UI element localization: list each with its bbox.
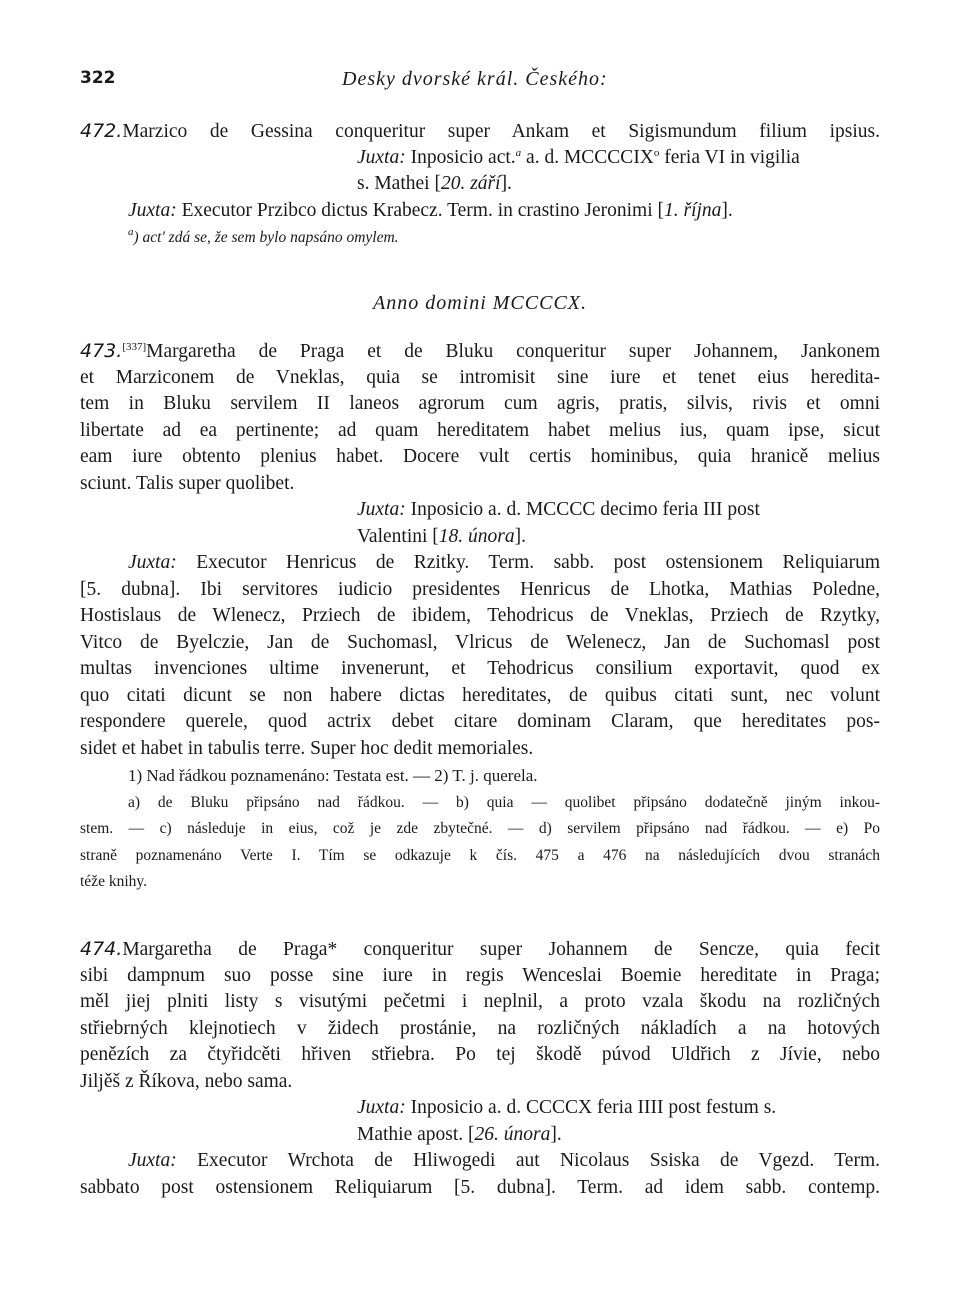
juxta-text: Valentini [	[357, 525, 439, 547]
entry-text-line: multas invenciones ultime invenerunt, et Tehodricus consilium exportavit, quod ex	[80, 658, 880, 679]
page-header	[80, 68, 880, 98]
entry-text-line: tem in Bluku servilem II laneos agrorum cum agris, pratis, silvis, rivis et omni	[80, 393, 880, 414]
entry-text-line: sabbato post ostensionem Reliquiarum [5. dubna]. Term. ad idem sabb. contemp.	[80, 1176, 880, 1198]
juxta-label: Juxta:	[128, 552, 177, 573]
juxta-text: a. d. MCCCCIX	[526, 146, 654, 168]
entry-text-line: sidet et habet in tabulis terre. Super hoc dedit memoriales.	[80, 737, 534, 759]
running-title: Desky dvorské král. Českého:	[342, 68, 608, 90]
juxta-text: Executor Henricus de Rzitky. Term. sabb. post ostensionem Reliquiarum	[196, 552, 880, 573]
entry-474	[80, 936, 880, 1201]
footnote: 1) Nad řádkou poznamenáno: Testata est. — 2) T. j. querela.	[128, 766, 538, 785]
critical-note: stem. — c) následuje in eius, což je zde zbytečné. — d) servilem připsáno nad řádkou. — e) Po	[80, 820, 880, 837]
document-page	[80, 0, 880, 1309]
juxta-label: Juxta:	[128, 199, 177, 221]
entry-number: 472.	[80, 120, 123, 142]
juxta-text: Mathie apost. [	[357, 1123, 475, 1145]
entry-472-juxta-2	[80, 198, 880, 225]
entry-text-line: [5. dubna]. Ibi servitores iudicio presidentes Henricus de Lhotka, Mathias Poledne,	[80, 578, 880, 600]
date: 1. října	[663, 199, 722, 221]
entry-text-line: eam iure obtento plenius habet. Docere vult certis hominibus, quia hranicě melius	[80, 446, 880, 467]
page-number: 322	[80, 68, 116, 88]
entry-474-juxta-2	[80, 1148, 880, 1175]
entry-text-line: quo citati dicunt se non habere dictas hereditates, de quibus citati sunt, nec volunt	[80, 684, 880, 706]
entry-text-line: penězích za čtyřidcěti hřiven střiebra. Po tej škodě púvod Uldřich z Jívie, nebo	[80, 1044, 880, 1065]
entry-474-juxta-1	[80, 1095, 880, 1122]
entry-text-line: měl jiej plniti listy s visutými pečetmi i neplnil, a proto vzala škodu na rozličných	[80, 991, 880, 1012]
critical-note: a) de Bluku připsáno nad řádkou. — b) quia — quolibet připsáno dodatečně jiným inkou-	[128, 793, 880, 811]
entry-474-juxta-1-cont	[80, 1122, 880, 1149]
juxta-text: Inposicio a. d. MCCCC decimo feria III post	[410, 499, 760, 520]
entry-text-line: Jiljěš z Říkova, nebo sama.	[80, 1070, 293, 1092]
critical-note: straně poznamenáno Verte I. Tím se odkazuje k čís. 475 a 476 na následujících dvou stranách	[80, 846, 880, 864]
footnote-mark: a	[515, 146, 522, 159]
entry-text-line: sciunt. Talis super quolibet.	[80, 472, 295, 494]
juxta-text: Inposicio act.	[410, 146, 516, 168]
footnote-mark: a	[128, 226, 134, 238]
entry-473-line-1	[80, 338, 880, 365]
folio-mark: [337]	[122, 341, 147, 353]
entry-472-note: $^a$) act' zdá se, že sem bylo napsáno omylem.	[128, 226, 399, 246]
entry-number: 473.	[80, 340, 123, 362]
entry-text-line: Vitco de Byelczie, Jan de Suchomasl, Vlricus de Welenecz, Jan de Suchomasl post	[80, 631, 880, 653]
date: 18. února	[438, 525, 515, 547]
entry-473	[80, 338, 880, 895]
entry-text: Margaretha de Praga* conqueritur super Johannem de Sencze, quia fecit	[122, 939, 880, 960]
entry-text-line: střiebrných klejnotiech v židech prostánie, na rozličných nákladích a na hotových	[80, 1017, 880, 1039]
entry-text-line: et Marziconem de Vneklas, quia se intromisit sine iure et tenet eius heredita-	[80, 366, 880, 388]
juxta-text: ].	[550, 1123, 562, 1145]
juxta-text: s. Mathei [	[357, 173, 441, 194]
entry-text: Marzico de Gessina conqueritur super Ankam et Sigismundum filium ipsius.	[122, 121, 880, 142]
entry-number: 474.	[80, 938, 123, 960]
entry-472	[80, 118, 880, 251]
entry-text-line: sibi dampnum suo posse sine iure in regis Wenceslai Boemie hereditate in Praga;	[80, 964, 880, 986]
entry-472-juxta-1-cont	[80, 171, 880, 198]
juxta-label: Juxta:	[357, 499, 406, 520]
entry-474-line-1	[80, 936, 880, 963]
date: 26. února	[474, 1123, 551, 1145]
footnote-text: act' zdá se, že sem bylo napsáno omylem.	[142, 229, 399, 246]
critical-note: téže knihy.	[80, 873, 147, 890]
entry-text-line: libertate ad ea pertinente; ad quam hereditatem habet melius ius, quam ipse, sicut	[80, 419, 880, 441]
juxta-label: Juxta:	[128, 1150, 177, 1171]
juxta-text: Executor Wrchota de Hliwogedi aut Nicolaus Ssiska de Vgezd. Term.	[197, 1150, 880, 1171]
entry-472-juxta-1	[80, 145, 880, 172]
entry-text-line: respondere querele, quod actrix debet citare dominam Claram, que hereditates pos-	[80, 711, 880, 732]
juxta-text: Inposicio a. d. CCCCX feria IIII post festum s.	[410, 1097, 777, 1118]
entry-473-juxta-1-cont	[80, 524, 880, 551]
juxta-label: Juxta:	[357, 146, 406, 168]
date: 20. září	[440, 173, 501, 194]
juxta-text: ].	[500, 173, 512, 194]
juxta-label: Juxta:	[357, 1097, 406, 1118]
entry-473-juxta-1	[80, 497, 880, 524]
juxta-text: feria VI in vigilia	[664, 146, 800, 168]
juxta-text: ].	[514, 525, 526, 547]
entry-472-line-1	[80, 118, 880, 145]
year-heading: Anno domini MCCCCX.	[372, 292, 587, 314]
superscript: o	[653, 146, 660, 159]
entry-473-juxta-2	[80, 550, 880, 577]
entry-text-line: Hostislaus de Wlenecz, Prziech de ibidem, Tehodricus de Vneklas, Prziech de Rzytky,	[80, 605, 880, 626]
entry-text: Margaretha de Praga et de Bluku conqueritur super Johannem, Jankonem	[146, 341, 880, 362]
juxta-text: Executor Przibco dictus Krabecz. Term. in crastino Jeronimi [	[181, 199, 664, 221]
juxta-text: ].	[721, 199, 733, 221]
